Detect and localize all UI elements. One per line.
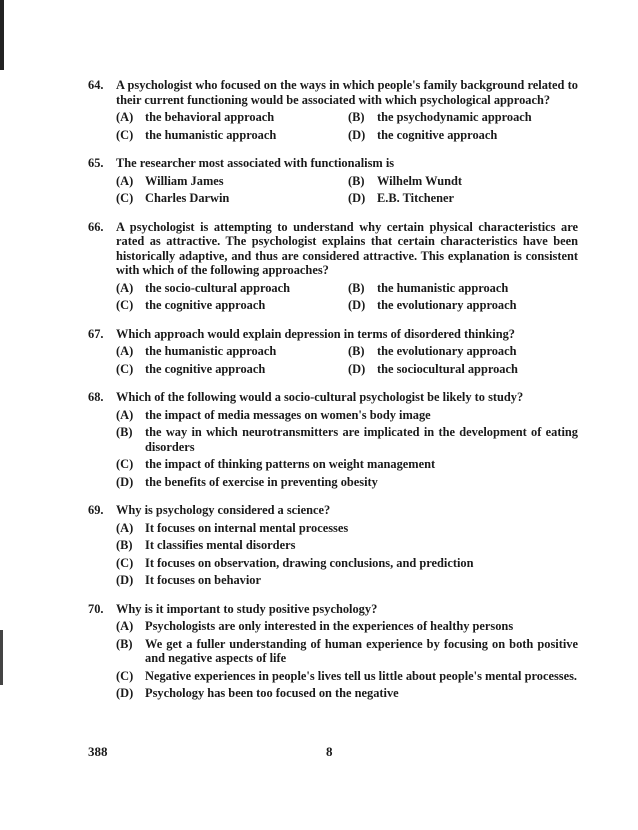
- answer-options: [116, 174, 578, 206]
- question-number: 65.: [88, 156, 104, 170]
- option-letter: (D): [116, 573, 134, 587]
- answer-options: [116, 619, 578, 701]
- answer-option: [116, 425, 578, 454]
- question-text: A psychologist who focused on the ways in which people's family background related to their current functioning would be associated with which psychological approach?: [116, 78, 578, 107]
- option-text: the impact of media messages on women's body image: [145, 407, 431, 422]
- option-letter: (C): [116, 127, 134, 142]
- option-text: Wilhelm Wundt: [377, 173, 463, 188]
- answer-option: [348, 191, 578, 206]
- option-letter: (A): [116, 173, 134, 188]
- answer-option: [116, 344, 348, 359]
- question-item: [88, 602, 578, 701]
- option-letter: (A): [116, 344, 134, 358]
- answer-option: [116, 556, 578, 571]
- question-text: The researcher most associated with functionalism is: [116, 156, 395, 170]
- option-letter: (D): [348, 127, 366, 142]
- option-text: the psychodynamic approach: [377, 110, 532, 124]
- option-letter: (A): [116, 520, 134, 535]
- answer-option: [116, 110, 348, 125]
- option-letter: (A): [116, 110, 134, 124]
- question-text: Why is psychology considered a science?: [116, 503, 331, 517]
- option-text: We get a fuller understanding of human experience by focusing on both positive and negative aspects of life: [145, 636, 578, 665]
- question-item: [88, 503, 578, 588]
- option-letter: (C): [116, 457, 134, 471]
- answer-option: [348, 281, 578, 296]
- option-text: the cognitive approach: [145, 361, 266, 376]
- option-text: the way in which neurotransmitters are implicated in the development of eating disorders: [145, 425, 578, 454]
- answer-option: [116, 521, 578, 536]
- answer-option: [116, 408, 578, 423]
- option-letter: (D): [348, 361, 366, 376]
- option-text: the humanistic approach: [377, 280, 509, 295]
- option-letter: (B): [116, 425, 133, 439]
- option-text: the sociocultural approach: [377, 361, 518, 376]
- option-letter: (B): [348, 110, 365, 124]
- option-text: Psychologists are only interested in the experiences of healthy persons: [145, 619, 514, 633]
- question-text: Which approach would explain depression in terms of disordered thinking?: [116, 326, 515, 341]
- question-item: [88, 327, 578, 377]
- option-text: Psychology has been too focused on the negative: [145, 686, 399, 700]
- question-text: Which of the following would a socio-cultural psychologist be likely to study?: [116, 390, 524, 404]
- option-text: It focuses on observation, drawing conclusions, and prediction: [145, 555, 474, 570]
- option-text: E.B. Titchener: [377, 191, 454, 205]
- answer-option: [348, 110, 578, 125]
- question-item: [88, 78, 578, 142]
- footer-code: 388: [88, 744, 108, 759]
- question-number: 70.: [88, 601, 104, 616]
- question-item: [88, 220, 578, 313]
- question-list: [88, 78, 578, 715]
- question-number: 64.: [88, 78, 104, 92]
- answer-option: [348, 128, 578, 143]
- answer-option: [348, 344, 578, 359]
- option-text: It focuses on internal mental processes: [145, 520, 349, 535]
- scan-edge-mark: [0, 630, 3, 685]
- option-text: the socio-cultural approach: [145, 280, 291, 295]
- answer-options: [116, 110, 578, 142]
- option-text: Negative experiences in people's lives tell us little about people's mental processes.: [145, 668, 578, 683]
- option-text: the humanistic approach: [145, 127, 277, 142]
- question-item: [88, 156, 578, 206]
- question-stem: [88, 503, 578, 518]
- option-text: William James: [145, 173, 224, 188]
- question-stem: [88, 327, 578, 342]
- question-text: Why is it important to study positive psychology?: [116, 601, 378, 616]
- answer-option: [116, 298, 348, 313]
- question-number: 66.: [88, 219, 104, 234]
- answer-option: [116, 128, 348, 143]
- option-letter: (A): [116, 619, 134, 633]
- answer-option: [116, 362, 348, 377]
- question-stem: [88, 78, 578, 107]
- question-number: 69.: [88, 503, 104, 517]
- option-letter: (C): [116, 668, 134, 683]
- option-letter: (C): [116, 298, 134, 312]
- question-stem: [88, 602, 578, 617]
- question-number: 67.: [88, 326, 104, 341]
- answer-option: [116, 637, 578, 666]
- option-text: It focuses on behavior: [145, 573, 261, 587]
- answer-option: [348, 362, 578, 377]
- option-letter: (D): [116, 686, 134, 700]
- option-letter: (D): [116, 474, 134, 489]
- page-number: 8: [326, 744, 333, 759]
- option-text: the humanistic approach: [145, 344, 277, 358]
- answer-option: [116, 619, 578, 634]
- scan-edge-mark: [0, 0, 4, 70]
- option-text: the evolutionary approach: [377, 298, 517, 312]
- answer-options: [116, 408, 578, 490]
- option-letter: (A): [116, 407, 134, 422]
- option-letter: (C): [116, 191, 134, 205]
- option-letter: (B): [348, 280, 365, 295]
- answer-options: [116, 344, 578, 376]
- question-stem: [88, 156, 578, 171]
- answer-option: [116, 281, 348, 296]
- answer-option: [116, 669, 578, 684]
- option-text: the behavioral approach: [145, 110, 275, 124]
- option-letter: (D): [348, 191, 366, 205]
- option-text: Charles Darwin: [145, 191, 230, 205]
- option-text: the benefits of exercise in preventing obesity: [145, 474, 378, 489]
- option-letter: (B): [116, 636, 133, 651]
- answer-option: [348, 174, 578, 189]
- answer-option: [116, 475, 578, 490]
- answer-option: [348, 298, 578, 313]
- answer-option: [116, 174, 348, 189]
- answer-option: [116, 191, 348, 206]
- option-letter: (B): [348, 344, 365, 358]
- question-stem: [88, 220, 578, 278]
- option-text: the evolutionary approach: [377, 344, 517, 358]
- option-letter: (B): [116, 538, 133, 552]
- question-stem: [88, 390, 578, 405]
- option-text: the cognitive approach: [377, 127, 498, 142]
- answer-option: [116, 573, 578, 588]
- option-text: It classifies mental disorders: [145, 538, 296, 552]
- answer-options: [116, 281, 578, 313]
- option-letter: (D): [348, 298, 366, 312]
- question-item: [88, 390, 578, 489]
- answer-option: [116, 538, 578, 553]
- option-letter: (B): [348, 173, 365, 188]
- question-text: A psychologist is attempting to understand why certain physical characteristics are rated as attractive. The psychologist explains that certain characteristics have been historically adaptive, and thus are considered attractive. This explanation is consistent with which of the following approaches?: [116, 219, 578, 277]
- question-number: 68.: [88, 390, 104, 404]
- option-letter: (C): [116, 555, 134, 570]
- option-letter: (C): [116, 361, 134, 376]
- answer-option: [116, 686, 578, 701]
- option-text: the cognitive approach: [145, 298, 266, 312]
- option-text: the impact of thinking patterns on weight management: [145, 457, 436, 471]
- answer-options: [116, 521, 578, 588]
- answer-option: [116, 457, 578, 472]
- option-letter: (A): [116, 280, 134, 295]
